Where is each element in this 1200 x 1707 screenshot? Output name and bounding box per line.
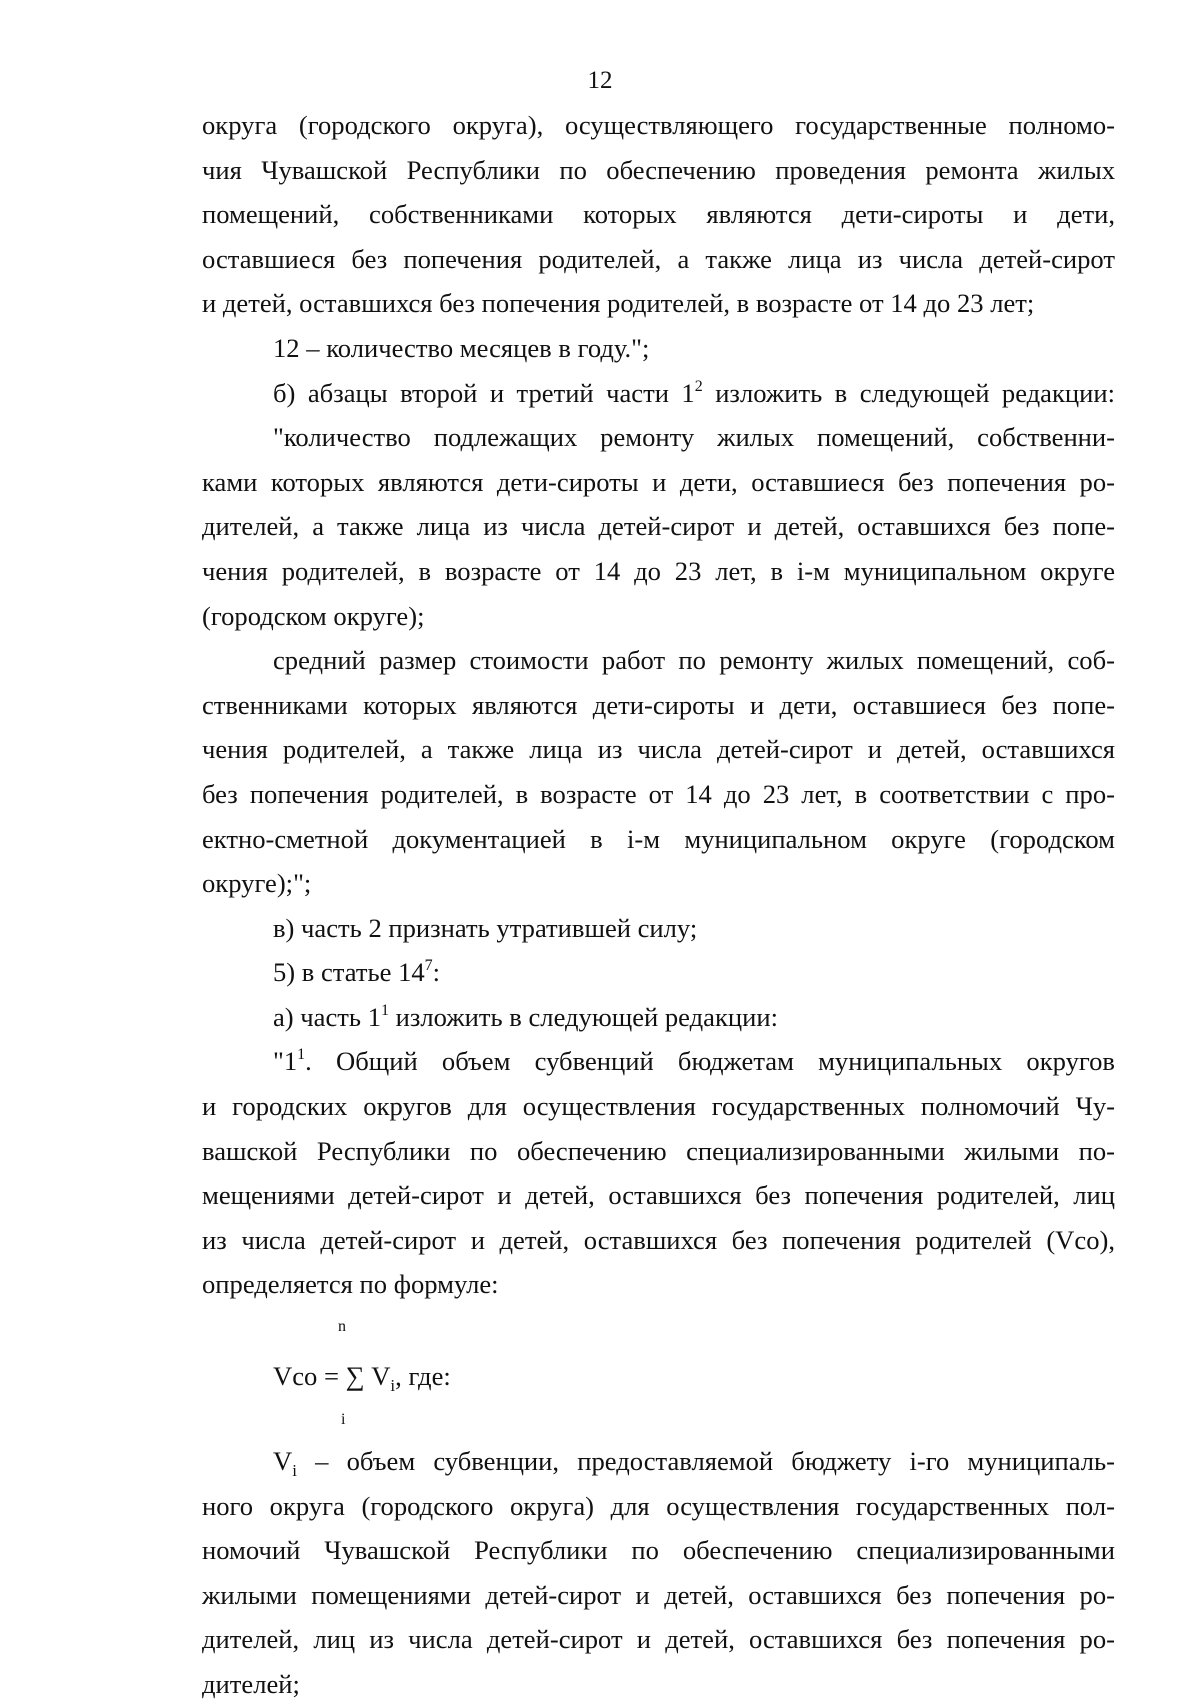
- text-line: [202, 1039, 1115, 1084]
- text-line: чения родителей, а также лица из числа детей-сирот и детей, оставшихся: [202, 734, 1115, 765]
- text-block-after-formula: [202, 1439, 1115, 1707]
- text-line-post: – объем субвенции, предоставляемой бюджету i-го муниципаль-: [296, 1446, 1115, 1477]
- text-line-pre: б) абзацы второй и третий части 1: [273, 377, 695, 408]
- text-line: [202, 371, 1115, 416]
- text-line-pre: а) часть 1: [273, 1001, 381, 1032]
- text-line: жилыми помещениями детей-сирот и детей, оставшихся без попечения ро-: [202, 1579, 1115, 1610]
- text-line: без попечения родителей, в возрасте от 14 до 23 лет, в соответствии с про-: [202, 778, 1115, 809]
- text-line: "количество подлежащих ремонту жилых помещений, собственни-: [273, 422, 1115, 453]
- text-line: номочий Чувашской Республики по обеспечению специализированными: [202, 1535, 1115, 1566]
- text-line: вашской Республики по обеспечению специализированными жилыми по-: [202, 1135, 1115, 1166]
- text-line: чения родителей, в возрасте от 14 до 23 лет, в i-м муниципальном округе: [202, 555, 1115, 586]
- text-line: из числа детей-сирот и детей, оставшихся без попечения родителей (Vсо),: [202, 1224, 1115, 1255]
- text-line: округа (городского округа), осуществляющего государственные полномо-: [202, 110, 1115, 140]
- text-line: в) часть 2 признать утратившей силу;: [273, 912, 698, 943]
- text-line: ектно-сметной документацией в i-м муниципальном округе (городском: [202, 823, 1115, 854]
- text-line: ками которых являются дети-сироты и дети, оставшиеся без попечения ро-: [202, 466, 1115, 497]
- text-line: ного округа (городского округа) для осуществления государственных пол-: [202, 1490, 1115, 1521]
- text-line-sup: 1: [297, 1046, 306, 1064]
- text-line: ственниками которых являются дети-сироты и дети, оставшиеся без попе-: [202, 689, 1115, 720]
- text-line-pre: V: [273, 1446, 293, 1477]
- page-number: 12: [587, 67, 613, 94]
- formula-sum-upper-limit: n: [338, 1318, 346, 1336]
- text-line: дителей, лиц из числа детей-сирот и детей, оставшихся без попечения ро-: [202, 1624, 1115, 1655]
- formula-sum-lower-limit: i: [341, 1411, 346, 1429]
- text-line: мещениями детей-сирот и детей, оставшихся без попечения родителей, лиц: [202, 1180, 1115, 1211]
- text-line-post: изложить в следующей редакции:: [389, 1001, 778, 1032]
- formula: [202, 1307, 1115, 1439]
- text-line: (городском округе);: [202, 600, 425, 631]
- text-line-sub: i: [292, 1461, 297, 1481]
- text-block-before-formula: [202, 103, 1115, 1307]
- formula-expression: [273, 1354, 451, 1399]
- text-line-post: :: [432, 957, 441, 988]
- text-line-sup: 7: [424, 957, 433, 975]
- text-line-pre: 5) в статье 14: [273, 957, 425, 988]
- formula-right: , где:: [395, 1361, 451, 1392]
- text-line: дителей;: [202, 1669, 300, 1699]
- text-line: определяется по формуле:: [202, 1269, 499, 1300]
- text-line-sup: 2: [694, 377, 703, 395]
- text-line-sup: 1: [381, 1001, 389, 1019]
- text-line-post: . Общий объем субвенций бюджетам муниципальных округов: [305, 1046, 1115, 1077]
- text-line: [202, 1439, 1115, 1484]
- text-line: средний размер стоимости работ по ремонту жилых помещений, соб-: [273, 645, 1115, 676]
- text-line: чия Чувашской Республики по обеспечению проведения ремонта жилых: [202, 154, 1115, 185]
- text-line-post: изложить в следующей редакции:: [702, 377, 1115, 408]
- text-line: дителей, а также лица из числа детей-сирот и детей, оставшихся без попе-: [202, 511, 1115, 542]
- text-line-pre: "1: [273, 1046, 298, 1077]
- text-line: помещений, собственниками которых являются дети-сироты и дети,: [202, 199, 1115, 230]
- text-line: [202, 950, 1115, 995]
- text-line: [202, 995, 1115, 1040]
- formula-subscript: i: [390, 1376, 396, 1396]
- document-body: [202, 103, 1115, 1707]
- text-line: и городских округов для осуществления государственных полномочий Чу-: [202, 1091, 1115, 1122]
- text-line: и детей, оставшихся без попечения родителей, в возрасте от 14 до 23 лет;: [202, 288, 1035, 319]
- text-line: округе);";: [202, 868, 312, 899]
- formula-left: Vсо = ∑ V: [273, 1361, 391, 1392]
- text-line: 12 – количество месяцев в году.";: [273, 332, 650, 363]
- text-line: оставшиеся без попечения родителей, а также лица из числа детей-сирот: [202, 243, 1115, 274]
